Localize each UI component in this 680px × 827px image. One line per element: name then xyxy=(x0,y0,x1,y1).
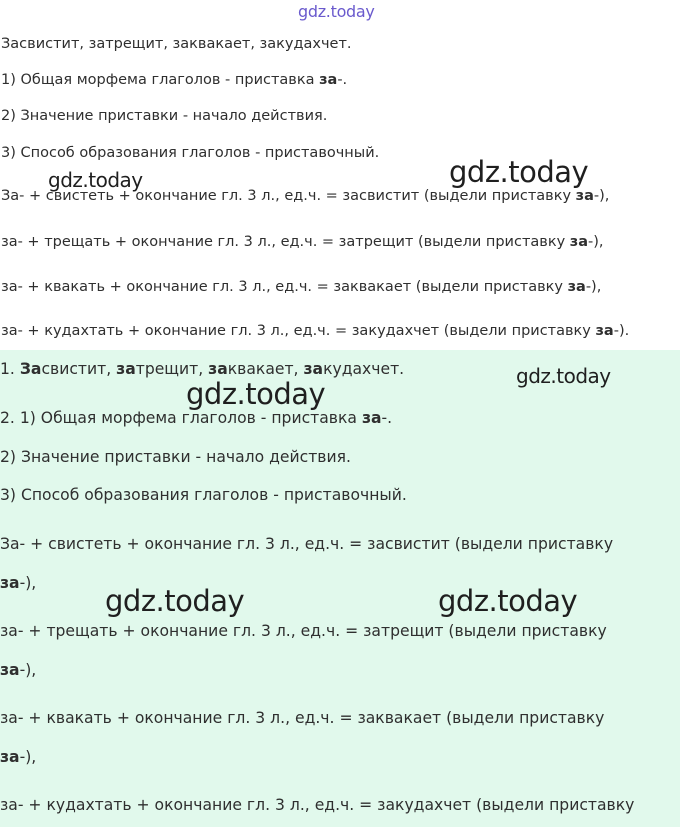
prefix-bold: за xyxy=(208,360,228,378)
word-rest: квакает, xyxy=(227,360,304,378)
morpheme-line xyxy=(1,72,347,88)
answer-derivation-3-end xyxy=(0,748,36,766)
prefix-bold: за xyxy=(569,234,588,250)
watermark-text: gdz.today xyxy=(438,584,578,618)
derivation-text: за- + трещать + окончание гл. 3 л., ед.ч. = затрещит (выдели приставку xyxy=(1,234,570,250)
prefix-bold: за xyxy=(116,360,136,378)
watermark-text: gdz.today xyxy=(449,155,589,189)
morpheme-text: 2. 1) Общая морфема глаголов - приставка xyxy=(0,409,362,427)
prefix-bold: за xyxy=(575,188,594,204)
watermark-text: gdz.today xyxy=(48,168,143,192)
site-logo[interactable]: gdz.today xyxy=(298,2,375,21)
prefix-bold: за xyxy=(0,661,20,679)
word-rest: свистит, xyxy=(41,360,117,378)
prefix-bold: за xyxy=(303,360,324,378)
derivation-text: за- + кудахтать + окончание гл. 3 л., ед.ч. = закудахчет (выдели приставку xyxy=(1,323,596,339)
derivation-tail: -), xyxy=(19,748,37,766)
prefix-bold: за xyxy=(319,72,338,88)
prefix-bold: за xyxy=(567,279,586,295)
answer-derivation-2-end xyxy=(0,661,36,679)
morpheme-text: 1) Общая морфема глаголов - приставка xyxy=(1,72,320,88)
watermark-text: gdz.today xyxy=(186,377,326,411)
item-number: 1. xyxy=(0,360,20,378)
derivation-tail: -), xyxy=(19,661,37,679)
word-rest: кудахчет. xyxy=(323,360,405,378)
derivation-tail: -), xyxy=(19,574,37,592)
morpheme-tail: -. xyxy=(337,72,348,88)
morpheme-tail: -. xyxy=(381,409,393,427)
prefix-bold: за xyxy=(361,409,382,427)
answer-derivation-4: за- + кудахтать + окончание гл. 3 л., ед.ч. = закудахчет (выдели приставку xyxy=(0,796,635,814)
derivation-tail: -). xyxy=(613,323,630,339)
prefix-bold: За xyxy=(19,360,42,378)
method-line: 3) Способ образования глаголов - приставочный. xyxy=(1,145,380,161)
answer-derivation-1: За- + свистеть + окончание гл. 3 л., ед.ч. = засвистит (выдели приставку xyxy=(0,535,614,553)
word-rest: трещит, xyxy=(135,360,209,378)
derivation-tail: -), xyxy=(585,279,602,295)
prefix-bold: за xyxy=(0,574,20,592)
watermark-text: gdz.today xyxy=(105,584,245,618)
answer-morpheme-line xyxy=(0,409,392,427)
derivation-line-2 xyxy=(1,234,604,250)
word-list-line: Засвистит, затрещит, заквакает, закудахчет. xyxy=(1,36,352,52)
derivation-tail: -), xyxy=(593,188,610,204)
answer-meaning-line: 2) Значение приставки - начало действия. xyxy=(0,448,351,466)
answer-word-list-line xyxy=(0,360,404,378)
derivation-tail: -), xyxy=(588,234,604,250)
prefix-bold: за xyxy=(595,323,614,339)
meaning-line: 2) Значение приставки - начало действия. xyxy=(1,108,328,124)
watermark-text: gdz.today xyxy=(516,364,611,388)
derivation-line-3 xyxy=(1,279,601,295)
derivation-text: за- + квакать + окончание гл. 3 л., ед.ч. = заквакает (выдели приставку xyxy=(1,279,568,295)
answer-method-line: 3) Способ образования глаголов - приставочный. xyxy=(0,486,407,504)
prefix-bold: за xyxy=(0,748,20,766)
derivation-text: За- + свистеть + окончание гл. 3 л., ед.ч. = засвистит (выдели приставку xyxy=(1,188,576,204)
derivation-line-4 xyxy=(1,323,629,339)
answer-derivation-1-end xyxy=(0,574,36,592)
answer-derivation-3: за- + квакать + окончание гл. 3 л., ед.ч. = заквакает (выдели приставку xyxy=(0,709,605,727)
answer-derivation-2: за- + трещать + окончание гл. 3 л., ед.ч. = затрещит (выдели приставку xyxy=(0,622,607,640)
